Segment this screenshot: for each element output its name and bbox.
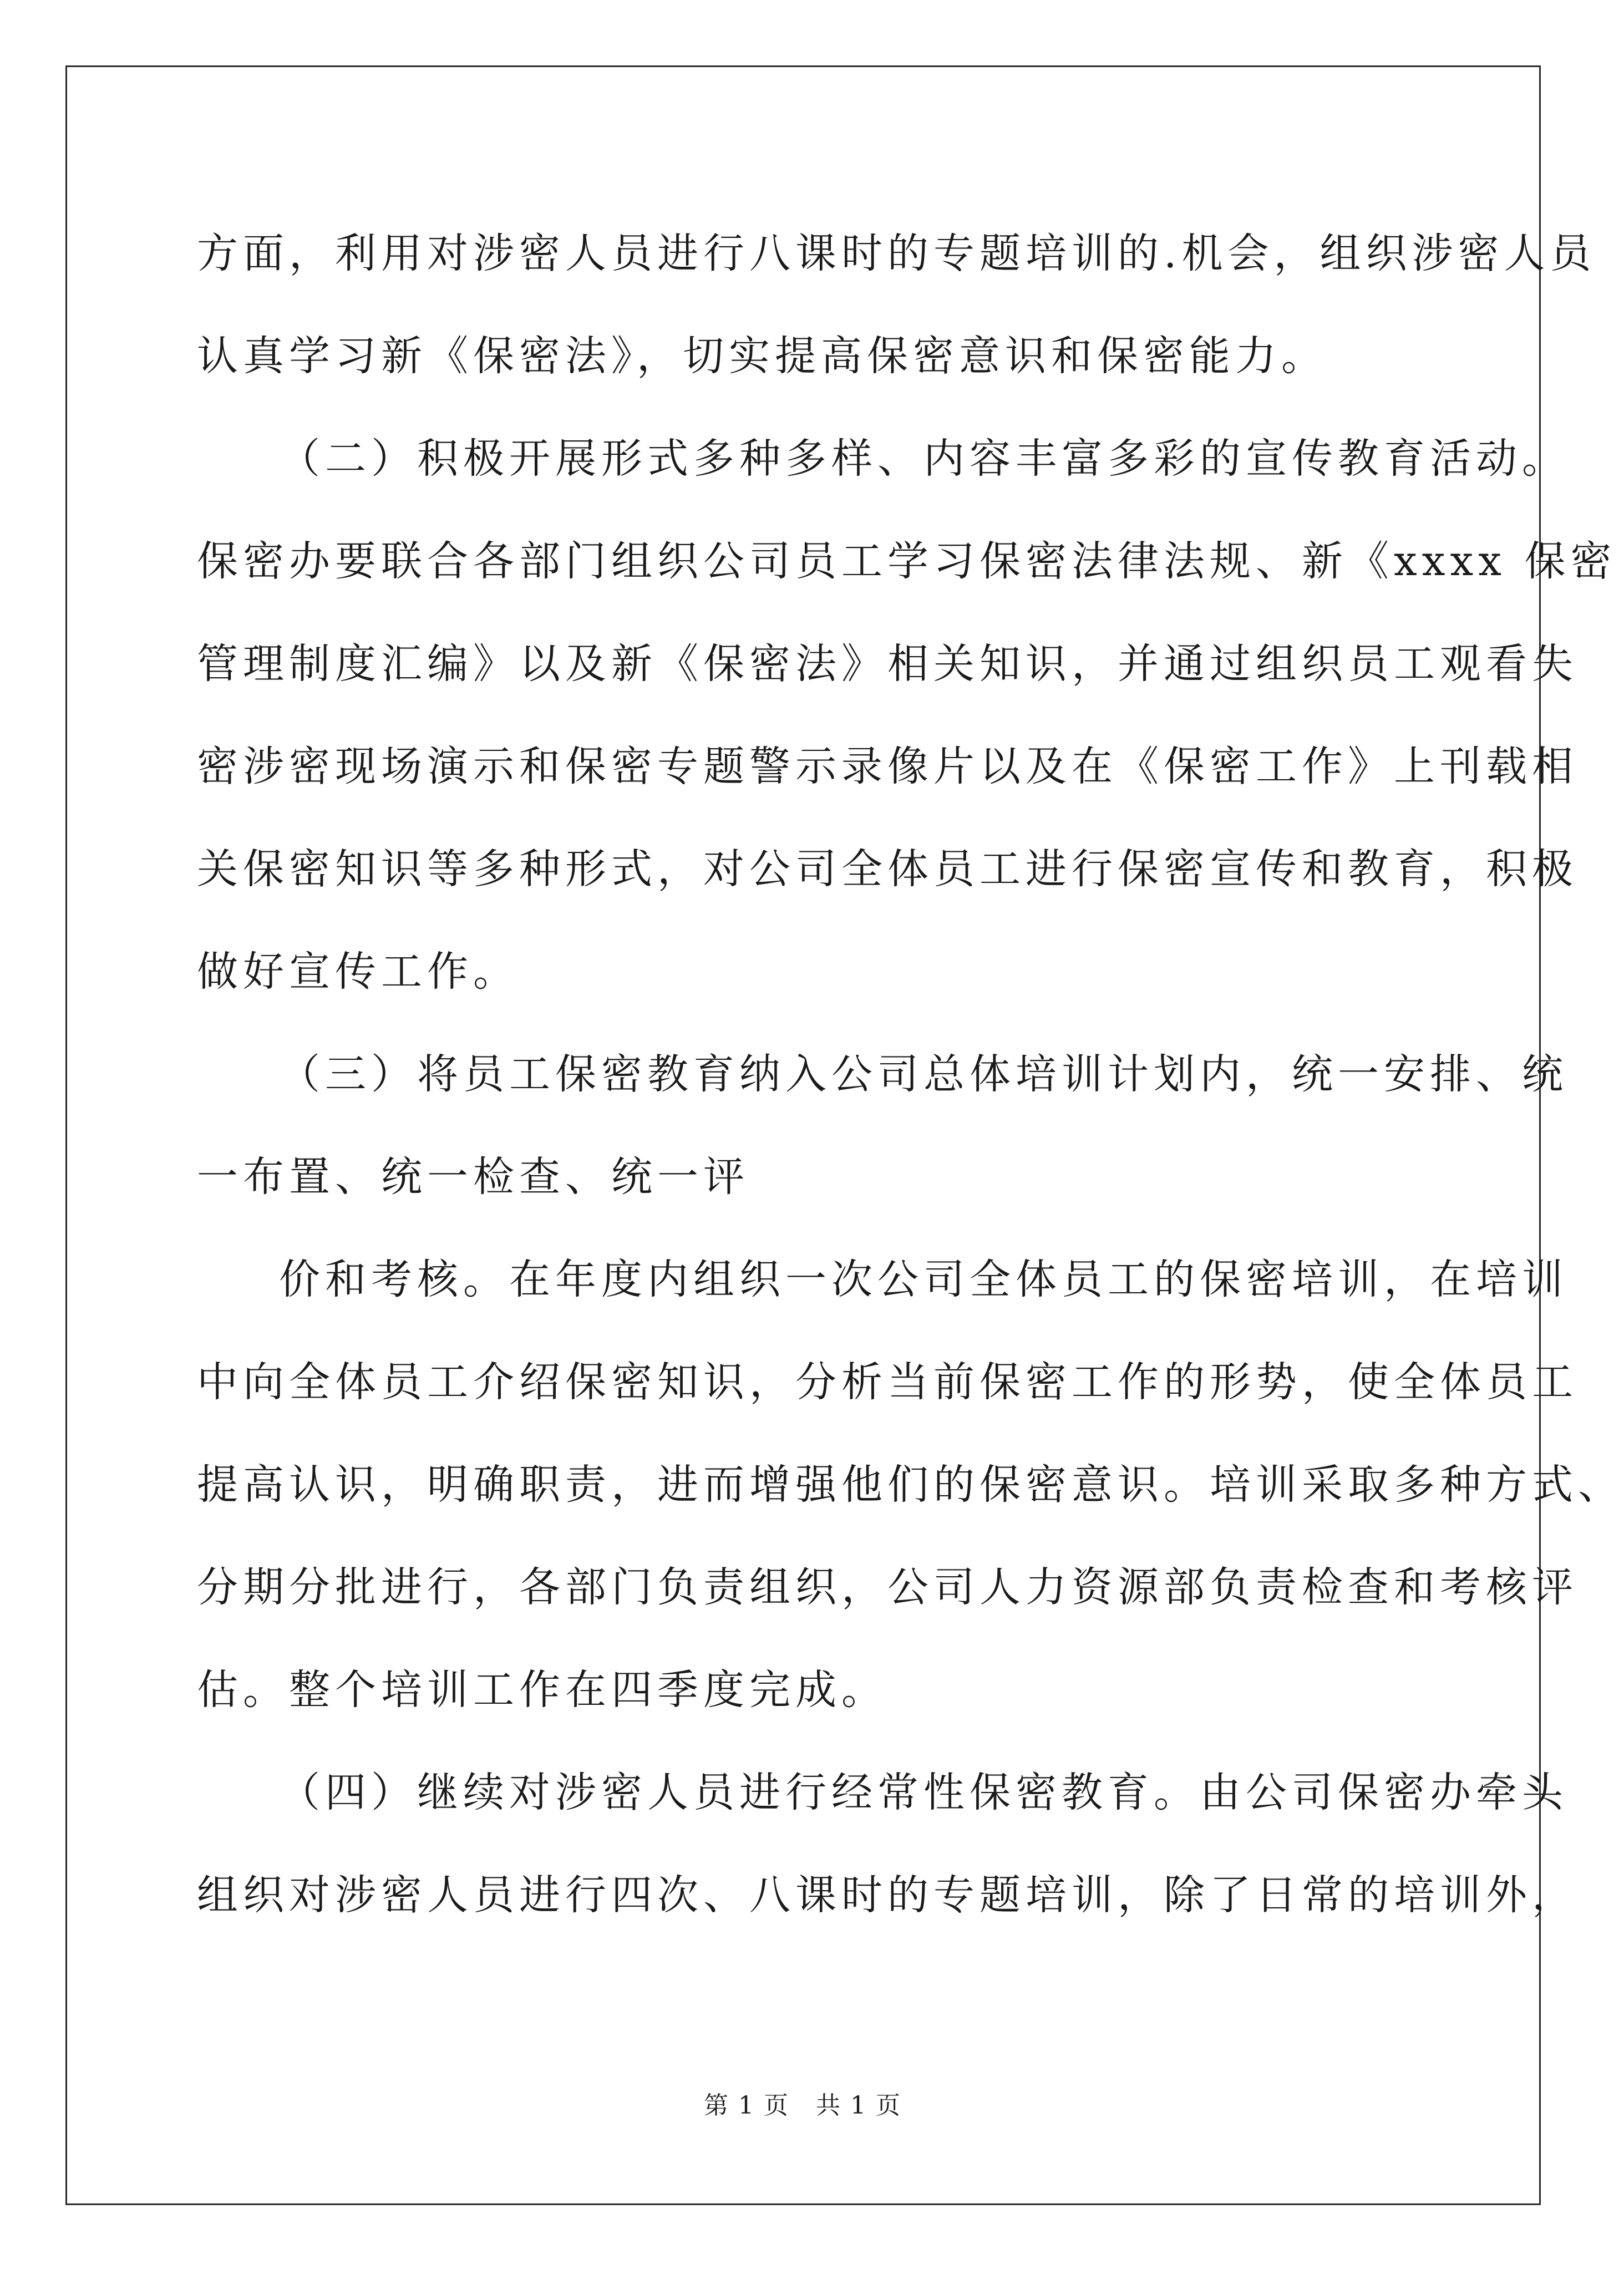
text-line-17: 组织对涉密人员进行四次、八课时的专题培训，除了日常的培训外， xyxy=(197,1871,1578,1919)
text-line-16: （四）继续对涉密人员进行经常性保密教育。由公司保密办牵头 xyxy=(279,1769,1568,1816)
text-line-10: 一布置、统一检查、统一评 xyxy=(197,1153,749,1201)
text-line-14: 分期分批进行，各部门负责组织，公司人力资源部负责检查和考核评 xyxy=(197,1563,1578,1611)
text-line-4: 保密办要联合各部门组织公司员工学习保密法律法规、新《xxxx 保密 xyxy=(197,537,1617,585)
text-line-2: 认真学习新《保密法》，切实提高保密意识和保密能力。 xyxy=(197,332,1327,380)
page-total: 共 1 页 xyxy=(816,2091,901,2120)
text-line-13: 提高认识，明确职责，进而增强他们的保密意识。培训采取多种方式、 xyxy=(197,1461,1624,1509)
text-line-9: （三）将员工保密教育纳入公司总体培训计划内，统一安排、统 xyxy=(279,1050,1568,1098)
text-line-3: （二）积极开展形式多种多样、内容丰富多彩的宣传教育活动。 xyxy=(279,435,1568,483)
text-line-12: 中向全体员工介绍保密知识，分析当前保密工作的形势，使全体员工 xyxy=(197,1358,1578,1406)
text-line-8: 做好宣传工作。 xyxy=(197,948,519,996)
text-line-6: 密涉密现场演示和保密专题警示录像片以及在《保密工作》上刊载相 xyxy=(197,743,1578,790)
text-line-1: 方面，利用对涉密人员进行八课时的专题培训的.机会，组织涉密人员 xyxy=(197,230,1596,277)
text-line-15: 估。整个培训工作在四季度完成。 xyxy=(197,1666,887,1714)
text-line-7: 关保密知识等多种形式，对公司全体员工进行保密宣传和教育，积极 xyxy=(197,845,1578,893)
text-line-11: 价和考核。在年度内组织一次公司全体员工的保密培训，在培训 xyxy=(279,1256,1568,1303)
text-line-5: 管理制度汇编》以及新《保密法》相关知识，并通过组织员工观看失 xyxy=(197,640,1578,688)
page-number: 第 1 页 xyxy=(704,2091,789,2120)
page-footer xyxy=(0,2085,1605,2121)
document-body xyxy=(197,202,1624,1947)
